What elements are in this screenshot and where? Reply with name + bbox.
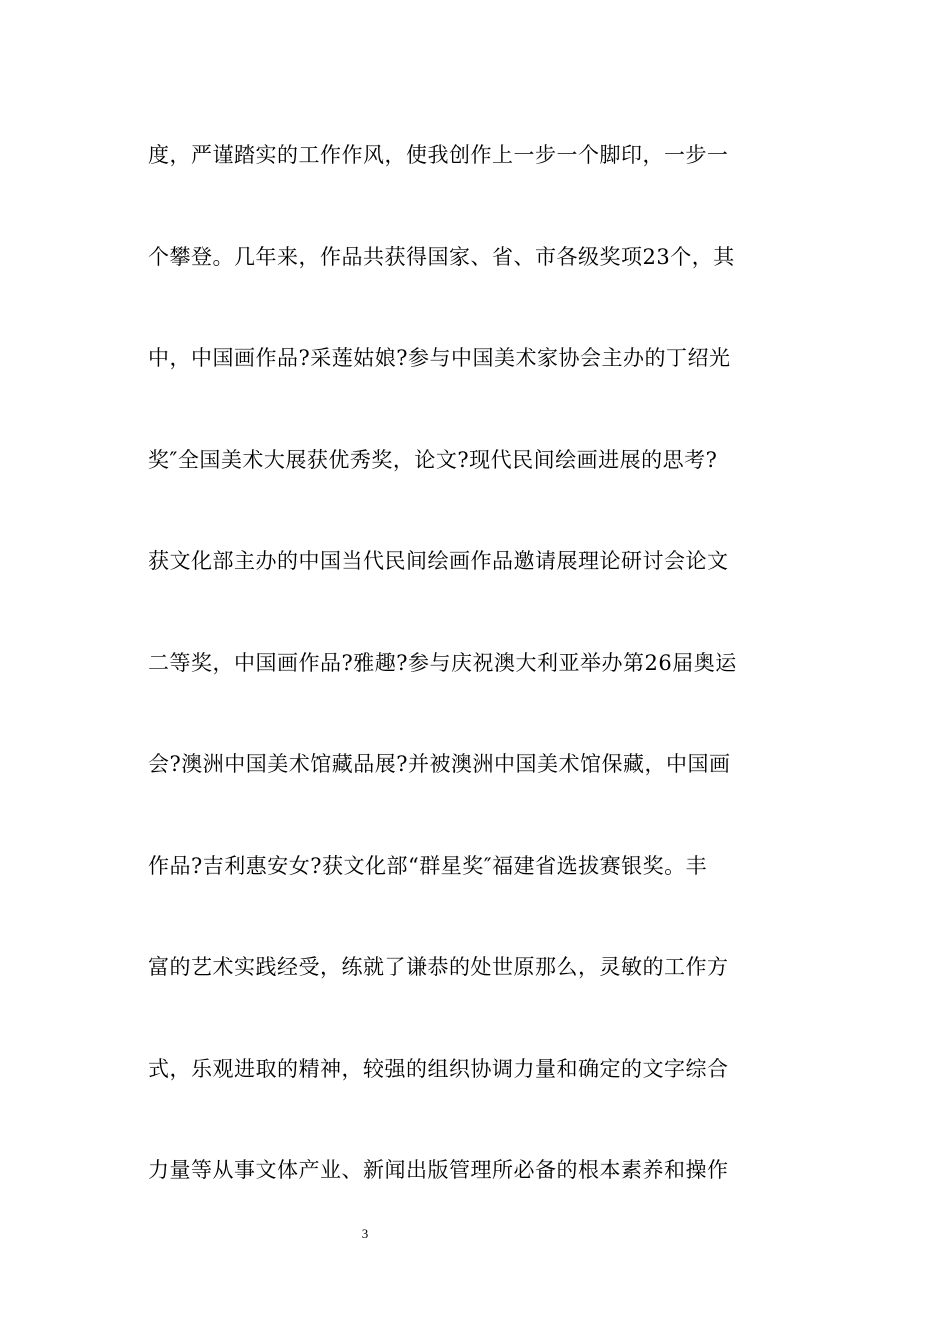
text-line: 度，严谨踏实的工作作风，使我创作上一步一个脚印，一步一 (148, 143, 729, 167)
text-line: 式，乐观进取的精神，较强的组织协调力量和确定的文字综合 (148, 1056, 729, 1081)
text-line: 二等奖，中国画作品?雅趣?参与庆祝澳大利亚举办第26届奥运 (148, 650, 737, 675)
body-text (148, 130, 808, 1247)
text-line: 力量等从事文体产业、新闻出版管理所必备的根本素养和操作 (148, 1158, 729, 1182)
page-number: 3 (361, 1226, 369, 1241)
text-line: 中，中国画作品?采莲姑娘?参与中国美术家协会主办的丁绍光 (148, 346, 731, 370)
text-line: 会?澳洲中国美术馆藏品展?并被澳洲中国美术馆保藏，中国画 (148, 752, 731, 776)
text-line: 获文化部主办的中国当代民间绘画作品邀请展理论研讨会论文 (148, 549, 729, 573)
text-line: 奖″全国美术大展获优秀奖，论文?现代民间绘画进展的思考? (148, 447, 718, 472)
text-line: 个攀登。几年来，作品共获得国家、省、市各级奖项23个，其 (148, 244, 735, 269)
text-line: 作品?吉利惠安女?获文化部“群星奖″福建省选拔赛银奖。丰 (148, 853, 708, 878)
text-line: 富的艺术实践经受，练就了谦恭的处世原那么，灵敏的工作方 (148, 955, 729, 979)
